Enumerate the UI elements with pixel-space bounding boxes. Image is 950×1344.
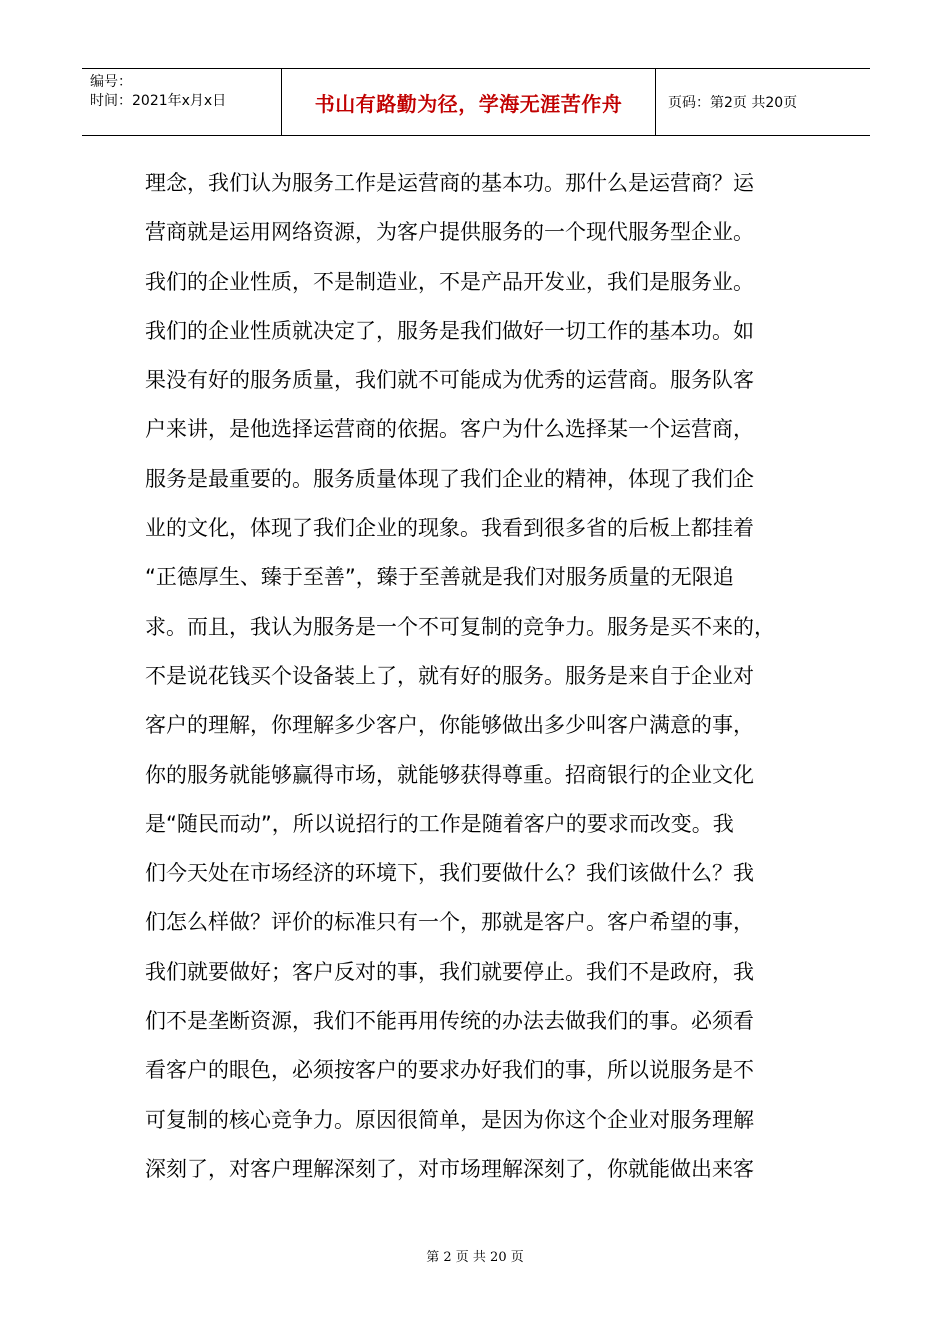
body-line: “正德厚生、臻于至善”，臻于至善就是我们对服务质量的无限追 xyxy=(145,565,734,590)
motto-text: 书山有路勤为径，学海无涯苦作舟 xyxy=(314,91,623,116)
body-line: 户来讲，是他选择运营商的依据。客户为什么选择某一个运营商， xyxy=(145,417,754,442)
body-line: 深刻了，对客户理解深刻了，对市场理解深刻了，你就能做出来客 xyxy=(145,1156,754,1181)
header-page-cell xyxy=(656,69,870,135)
body-line: 是“随民而动”，所以说招行的工作是随着客户的要求而改变。我 xyxy=(145,811,734,836)
body-line: 业的文化，体现了我们企业的现象。我看到很多省的后板上都挂着 xyxy=(145,516,754,541)
body-line: 服务是最重要的。服务质量体现了我们企业的精神，体现了我们企 xyxy=(145,466,754,491)
footer-page-number: 第 2 页 共 20 页 xyxy=(426,1250,524,1265)
body-line: 我们的企业性质，不是制造业，不是产品开发业，我们是服务业。 xyxy=(145,269,754,294)
body-paragraph xyxy=(145,159,815,1194)
body-line: 们怎么样做？评价的标准只有一个，那就是客户。客户希望的事， xyxy=(145,910,754,935)
body-line: 们今天处在市场经济的环境下，我们要做什么？我们该做什么？我 xyxy=(145,861,754,886)
page-code: 页码：第2页 共20页 xyxy=(668,95,798,111)
page-footer xyxy=(0,1246,950,1265)
body-line: 客户的理解，你理解多少客户，你能够做出多少叫客户满意的事， xyxy=(145,713,754,738)
body-line: 不是说花钱买个设备装上了，就有好的服务。服务是来自于企业对 xyxy=(145,663,754,688)
body-line: 们不是垄断资源，我们不能再用传统的办法去做我们的事。必须看 xyxy=(145,1009,754,1034)
time-label: 时间：2021年x月x日 xyxy=(90,93,227,109)
body-line: 我们就要做好；客户反对的事，我们就要停止。我们不是政府，我 xyxy=(145,959,754,984)
body-line: 可复制的核心竞争力。原因很简单，是因为你这个企业对服务理解 xyxy=(145,1107,754,1132)
number-label: 编号： xyxy=(90,74,132,90)
body-line: 营商就是运用网络资源，为客户提供服务的一个现代服务型企业。 xyxy=(145,220,754,245)
body-line: 你的服务就能够赢得市场，就能够获得尊重。招商银行的企业文化 xyxy=(145,762,754,787)
document-header xyxy=(82,68,870,136)
body-line: 理念，我们认为服务工作是运营商的基本功。那什么是运营商？运 xyxy=(145,171,754,195)
body-line: 看客户的眼色，必须按客户的要求办好我们的事，所以说服务是不 xyxy=(145,1058,754,1083)
header-meta-cell xyxy=(82,69,282,135)
body-line: 果没有好的服务质量，我们就不可能成为优秀的运营商。服务队客 xyxy=(145,368,754,393)
header-motto-cell xyxy=(282,69,656,135)
body-line: 我们的企业性质就决定了，服务是我们做好一切工作的基本功。如 xyxy=(145,318,754,343)
body-line: 求。而且，我认为服务是一个不可复制的竞争力。服务是买不来的， xyxy=(145,614,775,639)
